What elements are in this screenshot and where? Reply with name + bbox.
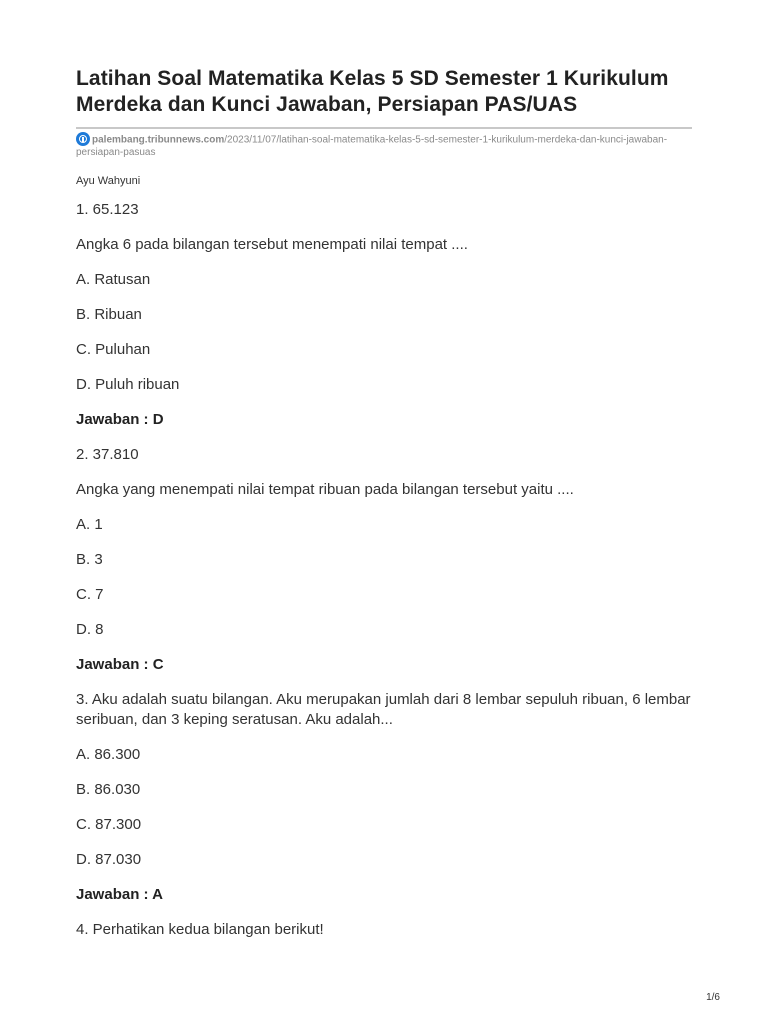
- article-title: Latihan Soal Matematika Kelas 5 SD Semester 1 Kurikulum Merdeka dan Kunci Jawaban, Persiapan PAS/UAS: [76, 67, 669, 116]
- content-paragraph: C. 7: [76, 586, 104, 603]
- content-paragraph: Angka yang menempati nilai tempat ribuan pada bilangan tersebut yaitu ....: [76, 481, 574, 498]
- content-paragraph: B. Ribuan: [76, 306, 142, 323]
- content-paragraph: 1. 65.123: [76, 201, 139, 218]
- document-page: [76, 66, 692, 955]
- content-paragraph: 4. Perhatikan kedua bilangan berikut!: [76, 921, 324, 938]
- content-paragraph: D. Puluh ribuan: [76, 376, 180, 393]
- content-paragraph: A. Ratusan: [76, 271, 151, 288]
- content-paragraph: C. 87.300: [76, 816, 142, 833]
- content-paragraph: B. 3: [76, 551, 103, 568]
- source-path: /2023/11/07/latihan-soal-matematika-kelas-5-sd-semester-1-kurikulum-merdeka-dan-kunci-jawaban-persiapan-pasuas: [76, 134, 668, 158]
- content-paragraph: D. 87.030: [76, 851, 142, 868]
- content-paragraph: Angka 6 pada bilangan tersebut menempati nilai tempat ....: [76, 236, 468, 253]
- answer-key: Jawaban : D: [76, 411, 164, 428]
- content-paragraph: A. 86.300: [76, 746, 141, 763]
- content-paragraph: 2. 37.810: [76, 446, 139, 463]
- source-domain-link[interactable]: palembang.tribunnews.com: [92, 134, 225, 146]
- tribun-logo-icon: [76, 132, 90, 146]
- content-paragraph: D. 8: [76, 621, 104, 638]
- article-content: [76, 200, 692, 940]
- content-paragraph: C. Puluhan: [76, 341, 151, 358]
- title-divider: [76, 127, 692, 129]
- author-name: Ayu Wahyuni: [76, 175, 141, 187]
- content-paragraph: 3. Aku adalah suatu bilangan. Aku merupakan jumlah dari 8 lembar sepuluh ribuan, 6 lembar seribuan, dan 3 keping seratusan. Aku adalah...: [76, 691, 691, 728]
- page-indicator: 1/6: [706, 992, 720, 1003]
- answer-key: Jawaban : A: [76, 886, 163, 903]
- content-paragraph: B. 86.030: [76, 781, 141, 798]
- source-line: [76, 133, 692, 159]
- content-paragraph: A. 1: [76, 516, 103, 533]
- answer-key: Jawaban : C: [76, 656, 164, 673]
